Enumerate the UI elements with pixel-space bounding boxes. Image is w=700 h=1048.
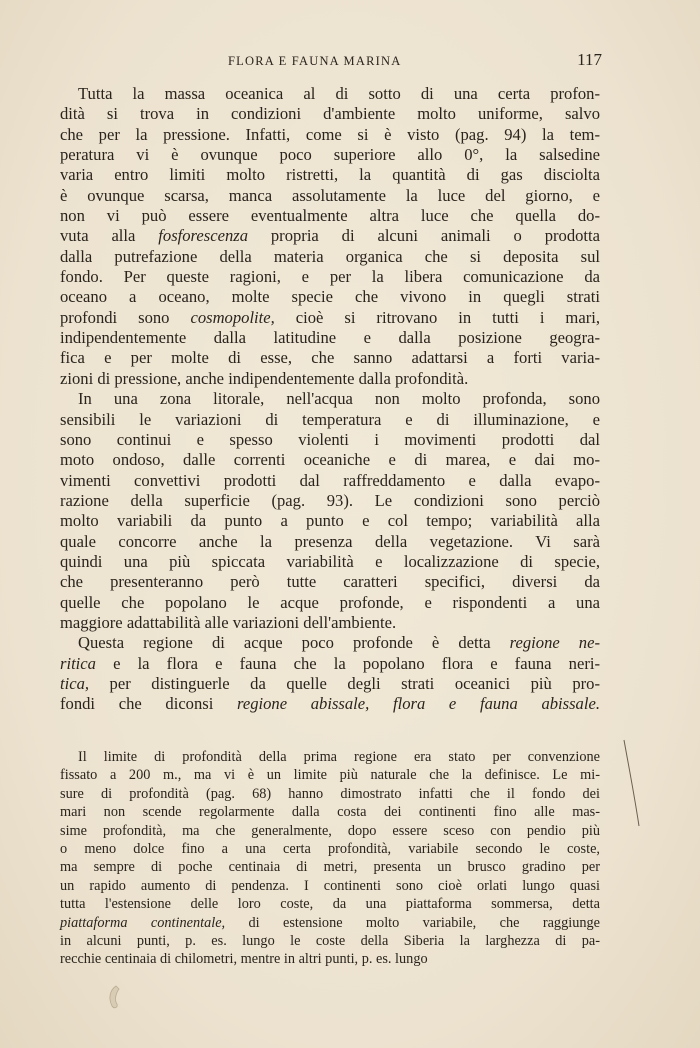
- text-line: Questa regione di acque poco profonde è detta regione ne-: [78, 633, 600, 653]
- text-line: zioni di pressione, anche indipendentemente dalla profondità.: [60, 368, 469, 388]
- text-line: varia entro limiti molto ristretti, la quantità di gas disciolta: [60, 165, 600, 185]
- running-title: FLORA E FAUNA MARINA: [228, 54, 402, 68]
- text-line: vimenti convettivi prodotti dal raffreddamento e dalla evapo-: [60, 470, 600, 490]
- note-line: tutta l'estensione delle loro coste, da una piattaforma sommersa, detta: [60, 896, 600, 913]
- note-line: piattaforma continentale, di estensione molto variabile, che raggiunge: [60, 914, 600, 931]
- text-line: quale concorre anche la presenza della vegetazione. Vi sarà: [60, 531, 600, 551]
- text-line: tica, per distinguerle da quelle degli strati oceanici più pro-: [60, 673, 600, 693]
- text-line: fondo. Per queste ragioni, e per la libera comunicazione da: [60, 267, 600, 287]
- text-line: fondi che diconsi regione abissale, flora e fauna abissale.: [60, 694, 600, 714]
- note-line: sime profondità, ma che generalmente, dopo essere sceso con pendio più: [60, 822, 600, 839]
- note-line: mari non scende regolarmente dalla costa dei continenti fino alle mas-: [60, 804, 600, 821]
- note-line: in alcuni punti, p. es. lungo le coste della Siberia la larghezza di pa-: [60, 933, 600, 950]
- text-line: quelle che popolano le acque profonde, e rispondenti a una: [60, 592, 600, 612]
- ink-smudge: [104, 984, 126, 1010]
- text-line: oceano a oceano, molte specie che vivono in quegli strati: [60, 287, 600, 307]
- text-line: maggiore adattabilità alle variazioni dell'ambiente.: [60, 612, 397, 632]
- text-line: è ovunque scarsa, manca assolutamente la luce del giorno, e: [60, 185, 600, 205]
- text-line: quindi una più spiccata variabilità e localizzazione di specie,: [60, 551, 600, 571]
- page-header: [60, 52, 602, 74]
- text-line: molto variabili da punto a punto e col tempo; variabilità alla: [60, 511, 600, 531]
- text-line: non vi può essere eventualmente altra luce che quella do-: [60, 206, 600, 226]
- note-line: fissato a 200 m., ma vi è un limite più naturale che la definisce. Le mi-: [60, 767, 600, 784]
- text-line: vuta alla fosforescenza propria di alcuni animali o prodotta: [60, 226, 600, 246]
- note-line: ma sempre di poche centinaia di metri, presenta un brusco gradino per: [60, 859, 600, 876]
- page-number: 117: [577, 50, 602, 69]
- note-line: sure di profondità (pag. 68) hanno dimostrato infatti che il fondo dei: [60, 785, 600, 802]
- text-line: profondi sono cosmopolite, cioè si ritrovano in tutti i mari,: [60, 307, 600, 327]
- text-line: dalla putrefazione della materia organica che si deposita sul: [60, 246, 600, 266]
- note-line: recchie centinaia di chilometri, mentre in altri punti, p. es. lungo: [60, 951, 428, 968]
- note-line: o meno dolce fino a una certa profondità, variabile secondo le coste,: [60, 841, 600, 858]
- text-line: fica e per molte di esse, che sanno adattarsi a forti varia-: [60, 348, 600, 368]
- text-line: peratura vi è ovunque poco superiore allo 0°, la salsedine: [60, 145, 600, 165]
- text-line: razione della superficie (pag. 93). Le condizioni sono perciò: [60, 490, 600, 510]
- text-line: sensibili le variazioni di temperatura e di illuminazione, e: [60, 409, 600, 429]
- text-line: ritica e la flora e fauna che la popolano flora e fauna neri-: [60, 653, 600, 673]
- text-line: Tutta la massa oceanica al di sotto di una certa profon-: [78, 84, 600, 103]
- text-line: moto ondoso, dalle correnti oceaniche e di marea, e dai mo-: [60, 450, 600, 470]
- text-line: che presenteranno però tutte caratteri specifici, diversi da: [60, 572, 600, 592]
- text-line: dità si trova in condizioni d'ambiente molto uniforme, salvo: [60, 104, 600, 124]
- text-line: In una zona litorale, nell'acqua non molto profonda, sono: [78, 389, 600, 409]
- text-line: sono continui e spesso violenti i movimenti prodotti dal: [60, 429, 600, 449]
- text-line: indipendentemente dalla latitudine e dalla posizione geogra-: [60, 328, 600, 348]
- main-text: [60, 84, 600, 715]
- note-line: Il limite di profondità della prima regione era stato per convenzione: [78, 749, 600, 765]
- margin-pencil-mark: [622, 738, 642, 828]
- note-line: un rapido aumento di pendenza. I continenti sono cioè orlati lungo quasi: [60, 877, 600, 894]
- footnote-block: [60, 748, 600, 969]
- text-line: che per la pressione. Infatti, come si è visto (pag. 94) la tem-: [60, 124, 600, 144]
